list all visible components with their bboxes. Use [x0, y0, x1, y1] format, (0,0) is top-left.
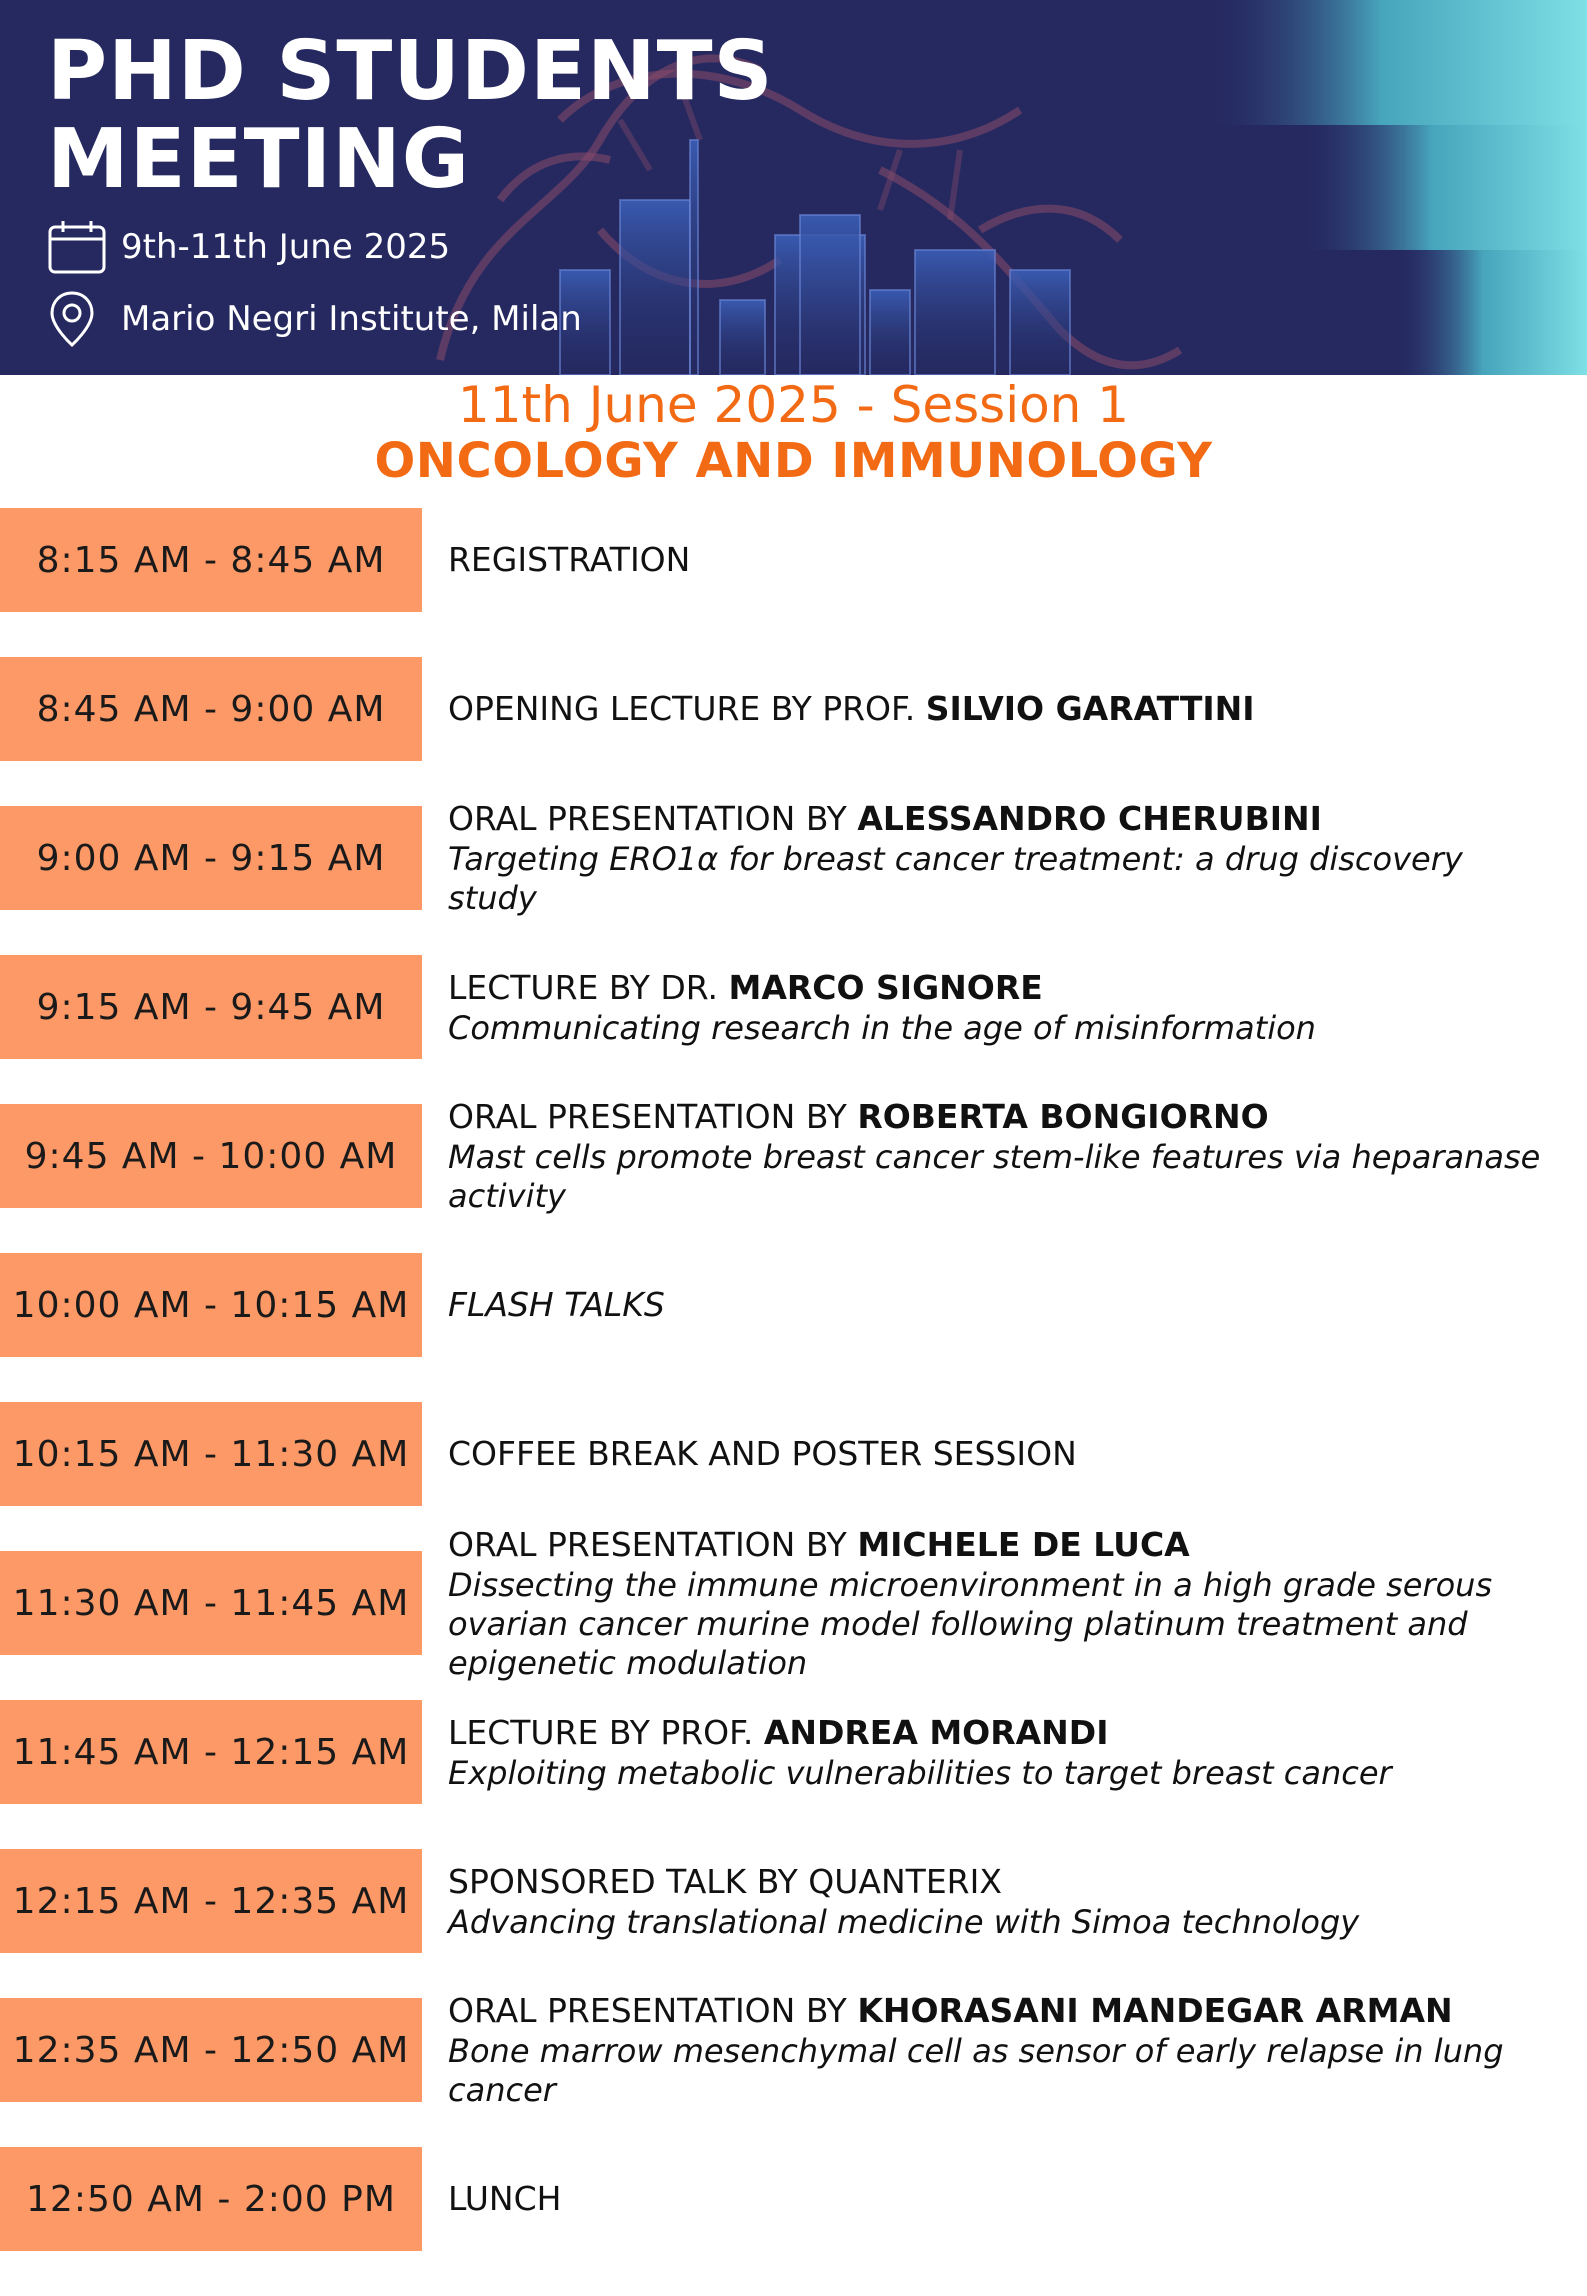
session-title: ONCOLOGY AND IMMUNOLOGY	[374, 433, 1213, 489]
time-slot: 9:00 AM - 9:15 AM	[0, 806, 422, 910]
time-slot: 12:35 AM - 12:50 AM	[0, 1998, 422, 2102]
talk-title: Bone marrow mesenchymal cell as sensor of early relapse in lung cancer	[448, 2032, 1504, 2109]
event-type: LECTURE BY PROF.	[448, 1712, 764, 1752]
event-type: FLASH TALKS	[448, 1285, 665, 1324]
speaker-name: SILVIO GARATTINI	[925, 689, 1255, 728]
event-type: SPONSORED TALK BY QUANTERIX	[448, 1861, 1002, 1901]
talk-title: Dissecting the immune microenvironment in a high grade serous ovarian cancer murine model following platinum treatment and epigenetic modulation	[448, 1565, 1493, 1682]
event-details	[448, 955, 1558, 1059]
teal-bar-3	[1398, 250, 1587, 375]
session-heading	[0, 377, 1587, 489]
speaker-name: MARCO SIGNORE	[728, 967, 1043, 1007]
schedule-row	[0, 799, 1587, 955]
event-title	[448, 1861, 1558, 1903]
event-details	[448, 657, 1558, 761]
event-type: ORAL PRESENTATION BY	[448, 1991, 858, 2030]
event-details	[448, 508, 1558, 612]
event-title	[448, 688, 1558, 730]
event-details	[448, 1524, 1558, 1682]
schedule-row	[0, 1700, 1587, 1849]
speaker-name: MICHELE DE LUCA	[857, 1524, 1190, 1564]
title-line-1: PHD STUDENTS	[47, 24, 774, 119]
time-slot: 10:15 AM - 11:30 AM	[0, 1402, 422, 1506]
event-date-text: 9th-11th June 2025	[121, 227, 451, 267]
talk-title: Exploiting metabolic vulnerabilities to target breast cancer	[448, 1753, 1392, 1792]
event-details	[448, 1700, 1558, 1804]
header-banner	[0, 0, 1587, 375]
event-details	[448, 2147, 1558, 2251]
talk-title: Mast cells promote breast cancer stem-like features via heparanase activity	[448, 1138, 1541, 1215]
event-title	[448, 1284, 1558, 1326]
schedule-row	[0, 1991, 1587, 2147]
event-title	[448, 2178, 1558, 2220]
title-line-2: MEETING	[47, 112, 471, 207]
schedule-row	[0, 1097, 1587, 1253]
schedule-row	[0, 657, 1587, 806]
event-date	[47, 218, 450, 276]
event-title	[448, 539, 1558, 581]
location-pin-icon	[47, 290, 109, 348]
event-title	[448, 1990, 1558, 2032]
speaker-name: KHORASANI MANDEGAR ARMAN	[857, 1991, 1453, 2030]
event-type: LUNCH	[448, 2179, 562, 2218]
event-type: OPENING LECTURE BY PROF.	[448, 689, 926, 728]
talk-title: Targeting ERO1α for breast cancer treatment: a drug discovery study	[448, 840, 1463, 917]
event-details	[448, 1849, 1558, 1953]
time-slot: 12:15 AM - 12:35 AM	[0, 1849, 422, 1953]
time-slot: 11:30 AM - 11:45 AM	[0, 1551, 422, 1655]
time-slot: 11:45 AM - 12:15 AM	[0, 1700, 422, 1804]
schedule-row	[0, 1524, 1587, 1700]
event-details	[448, 1253, 1558, 1357]
schedule-row	[0, 1849, 1587, 1998]
speaker-name: ALESSANDRO CHERUBINI	[857, 799, 1322, 838]
event-title	[448, 1433, 1558, 1475]
speaker-name: ROBERTA BONGIORNO	[857, 1097, 1269, 1136]
event-location	[47, 290, 582, 348]
event-details	[448, 1402, 1558, 1506]
schedule-row	[0, 508, 1587, 657]
schedule-row	[0, 1253, 1587, 1402]
event-location-text: Mario Negri Institute, Milan	[121, 299, 582, 339]
event-details	[448, 799, 1558, 917]
talk-title: Communicating research in the age of misinformation	[448, 1008, 1316, 1047]
session-subtitle: 11th June 2025 - Session 1	[457, 376, 1130, 434]
schedule-row	[0, 2147, 1587, 2296]
event-type: LECTURE BY DR.	[448, 967, 729, 1007]
event-type: ORAL PRESENTATION BY	[448, 799, 858, 838]
event-details	[448, 1097, 1558, 1215]
event-type: REGISTRATION	[448, 540, 691, 579]
schedule-list	[0, 508, 1587, 2296]
page-title	[47, 24, 774, 207]
event-details	[448, 1991, 1558, 2109]
event-title	[448, 1712, 1558, 1754]
event-title	[448, 798, 1558, 840]
event-type: ORAL PRESENTATION BY	[448, 1524, 858, 1564]
time-slot: 9:15 AM - 9:45 AM	[0, 955, 422, 1059]
time-slot: 8:15 AM - 8:45 AM	[0, 508, 422, 612]
schedule-row	[0, 955, 1587, 1104]
time-slot: 9:45 AM - 10:00 AM	[0, 1104, 422, 1208]
event-title	[448, 967, 1558, 1009]
time-slot: 10:00 AM - 10:15 AM	[0, 1253, 422, 1357]
teal-bar-2	[1306, 125, 1587, 250]
time-slot: 12:50 AM - 2:00 PM	[0, 2147, 422, 2251]
event-title	[448, 1524, 1558, 1566]
talk-title: Advancing translational medicine with Simoa technology	[448, 1902, 1360, 1941]
event-type: COFFEE BREAK AND POSTER SESSION	[448, 1434, 1077, 1473]
teal-bar-1	[1213, 0, 1587, 125]
time-slot: 8:45 AM - 9:00 AM	[0, 657, 422, 761]
event-type: ORAL PRESENTATION BY	[448, 1097, 858, 1136]
speaker-name: ANDREA MORANDI	[763, 1712, 1109, 1752]
event-title	[448, 1096, 1558, 1138]
calendar-icon	[47, 218, 109, 276]
